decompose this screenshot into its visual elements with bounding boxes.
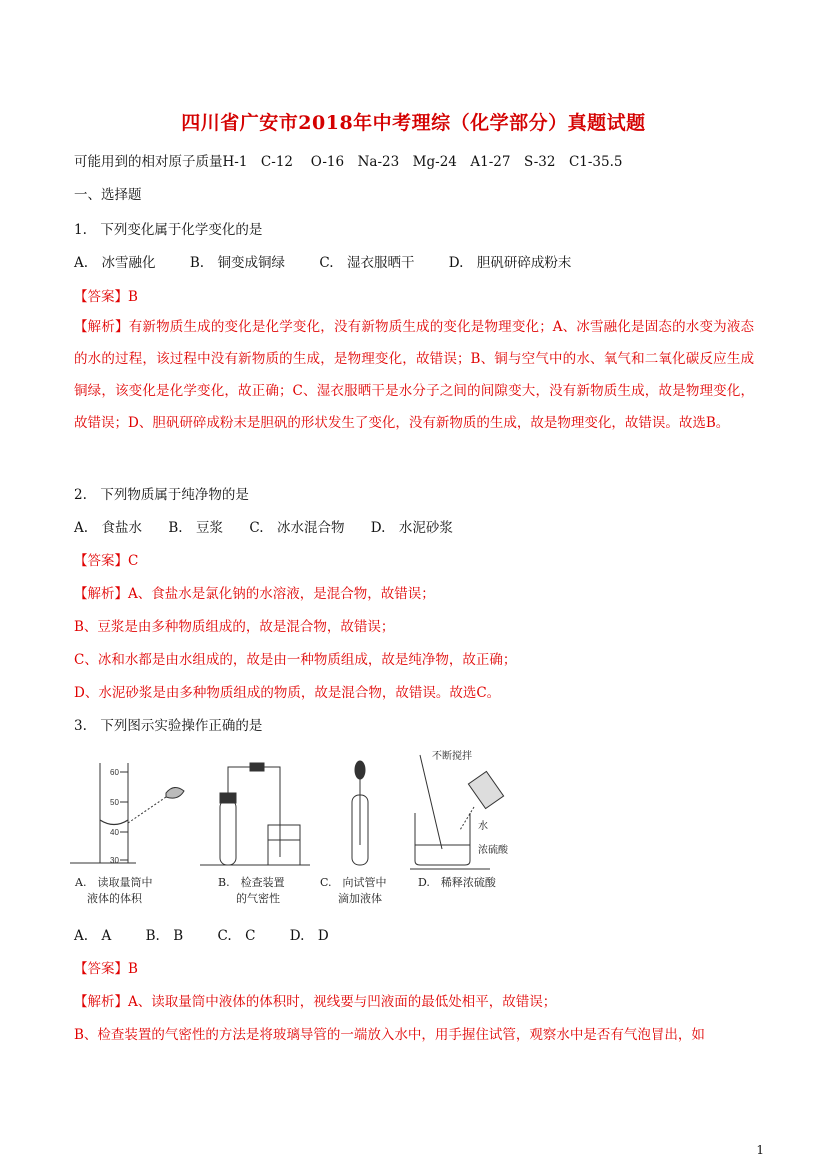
q3-figure (70, 745, 510, 920)
q2-option-d: D. 水泥砂浆 (370, 520, 453, 536)
q3-option-a: A. A (74, 928, 112, 944)
q3-analysis-1: 【解析】A、读取量筒中液体的体积时，视线要与凹液面的最低处相平，故错误； (74, 994, 557, 1010)
caption-c (320, 875, 387, 907)
scale-30: 30 (110, 856, 119, 865)
page-title: 四川省广安市2018年中考理综（化学部分）真题试题 (181, 112, 646, 134)
atomic-masses: 可能用到的相对原子质量H-1 C-12 O-16 Na-23 Mg-24 A1-27 S-32 C1-35.5 (74, 154, 623, 170)
label-stir: 不断搅拌 (432, 751, 472, 762)
q2-answer: 【答案】C (74, 553, 139, 569)
dropper-illustration (352, 761, 368, 865)
caption-d (418, 875, 496, 891)
caption-b-line-1: B. 检查装置 (218, 876, 285, 889)
q1-option-d: D. 胆矾研碎成粉末 (448, 255, 572, 271)
q1-stem: 1. 下列变化属于化学变化的是 (74, 222, 263, 238)
q3-option-c: C. C (217, 928, 256, 944)
q2-analysis-1: 【解析】A、食盐水是氯化钠的水溶液，是混合物，故错误； (74, 586, 435, 602)
caption-a (75, 875, 152, 907)
caption-d-line-1: D. 稀释浓硫酸 (418, 876, 496, 889)
cylinder-illustration (70, 763, 184, 863)
scale-60: 60 (110, 768, 119, 777)
q2-option-c: C. 冰水混合物 (249, 520, 345, 536)
q3-stem: 3. 下列图示实验操作正确的是 (74, 718, 263, 734)
airtight-check-illustration (200, 763, 310, 865)
q3-option-d: D. D (289, 928, 329, 944)
q1-option-c: C. 湿衣服晒干 (319, 255, 415, 271)
caption-c-line-2: 滴加液体 (338, 892, 382, 905)
q2-option-a: A. 食盐水 (74, 520, 143, 536)
caption-a-line-1: A. 读取量筒中 (75, 876, 153, 889)
q2-option-b: B. 豆浆 (168, 520, 224, 536)
q1-option-b: B. 铜变成铜绿 (189, 255, 286, 271)
q3-option-b: B. B (145, 928, 184, 944)
q1-options (74, 251, 571, 271)
q2-options (74, 516, 453, 536)
caption-b (218, 875, 285, 907)
scale-50: 50 (110, 798, 119, 807)
q3-analysis-2: B、检查装置的气密性的方法是将玻璃导管的一端放入水中，用手握住试管，观察水中是否有气泡冒出，如 (74, 1027, 705, 1043)
label-water: 水 (478, 821, 488, 832)
page-number: 1 (756, 1143, 764, 1157)
q2-analysis-3: C、冰和水都是由水组成的，故是由一种物质组成，故是纯净物，故正确； (74, 652, 517, 668)
cylinder-scale (110, 768, 119, 865)
scale-40: 40 (110, 828, 119, 837)
section-heading: 一、选择题 (74, 187, 142, 203)
q3-answer: 【答案】B (74, 961, 138, 977)
q1-answer: 【答案】B (74, 289, 138, 305)
lab-operations-figure (70, 745, 510, 875)
caption-a-line-2: 液体的体积 (87, 892, 142, 905)
label-acid: 浓硫酸 (478, 845, 508, 856)
q2-analysis-2: B、豆浆是由多种物质组成的，故是混合物，故错误； (74, 619, 395, 635)
caption-b-line-2: 的气密性 (236, 892, 280, 905)
caption-c-line-1: C. 向试管中 (320, 876, 387, 889)
q1-analysis: 【解析】有新物质生成的变化是化学变化，没有新物质生成的变化是物理变化；A、冰雪融化是固态的水变为液态的水的过程，该过程中没有新物质的生成，是物理变化，故错误；B、铜与空气中的水、氧气和二氧化碳反应生成铜绿，该变化是化学变化，故正确；C、湿衣服晒干是水分子之间的间隙变大，没有新物质生成，故是物理变化，故错误；D、胆矾研碎成粉末是胆矾的形状发生了变化，没有新物质的生成，故是物理变化，故错误。故选B。 (74, 319, 754, 431)
q3-options (74, 924, 329, 944)
q2-analysis-4: D、水泥砂浆是由多种物质组成的物质，故是混合物，故错误。故选C。 (74, 685, 501, 701)
q1-option-a: A. 冰雪融化 (74, 255, 156, 271)
q2-stem: 2. 下列物质属于纯净物的是 (74, 487, 249, 503)
